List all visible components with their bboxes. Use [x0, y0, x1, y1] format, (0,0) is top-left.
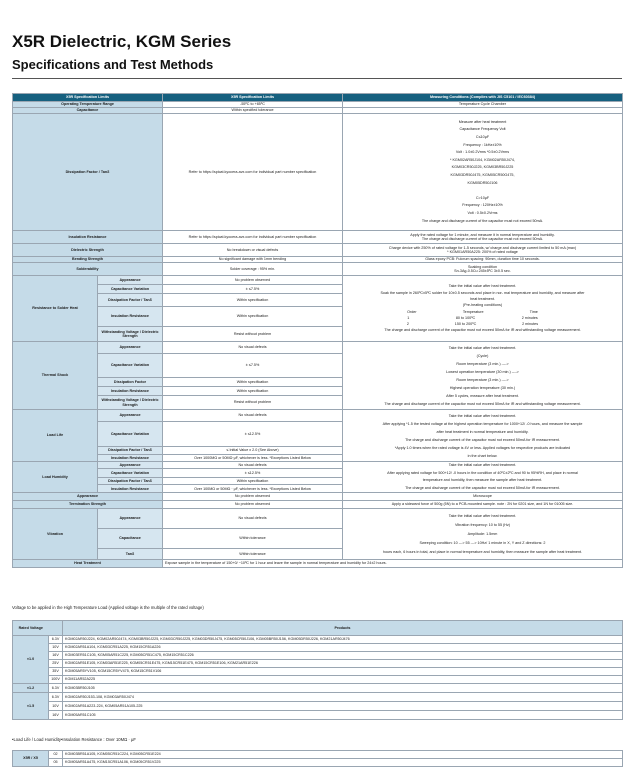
- sub-spec: ± ≤12.5%: [163, 469, 343, 478]
- row-label: Solderability: [13, 263, 163, 276]
- cond-line: Charge device with 250% of rated voltage for 1-5 seconds, w/ charge and discharge current limited to 50 mA (max): [388, 245, 577, 250]
- cond-line: KGM05DR50J106: [467, 180, 498, 185]
- sub-spec: ± ≤7.5%: [163, 354, 343, 378]
- sub-spec: No visual defects: [163, 410, 343, 422]
- sub-label: Capacitance Variation: [98, 354, 163, 378]
- preheat-cell: 1: [407, 315, 410, 320]
- sub-label: Insulation Resistance: [98, 455, 163, 462]
- cond-line: The charge and discharge current of the capacitor must not exceed 50mA.: [421, 218, 544, 223]
- preheat-cell: 2 minutes: [521, 315, 538, 320]
- row-heat-treatment: [13, 560, 623, 568]
- cond-line: Room temperature (3 min.) ---->: [456, 377, 509, 382]
- cond-line: Room temperature (3 min.) ---->: [456, 361, 509, 366]
- row-spec: Refer to https://spicat.kyocera-avx.com for individual part number specification: [163, 231, 343, 244]
- cond-line: Take the initial value after heat treatment.: [448, 284, 517, 289]
- sub-label: Appearance: [98, 509, 163, 529]
- cond-line: The charge and discharge current of the capacitor must not exceed 50mA for IR and withstanding voltage measurement.: [384, 328, 581, 333]
- sub-spec: ≤ Initial Value x 2.0 (See Above): [163, 447, 343, 455]
- cond-line: *Apply 1.0 times when the rated voltage is 4V or less. Applied voltages for respective products are indicated: [394, 445, 571, 450]
- preheat-cell: 80 to 100ºC: [455, 315, 476, 320]
- exception-code: 05: [49, 759, 63, 767]
- row-spec: Solder coverage : 95% min.: [163, 263, 343, 276]
- exception-label: X5R / X5: [13, 751, 49, 767]
- cond-line: KGM03DR50J475, KGM05CR50G475,: [450, 173, 515, 177]
- cond-line: C>10μF: [475, 195, 490, 200]
- sub-spec: Within specification: [163, 387, 343, 396]
- row-cond: [343, 231, 623, 244]
- preheat-cell: 2: [406, 322, 409, 327]
- cond-line: C≤10μF: [475, 135, 490, 140]
- preheat-col: Temperature: [462, 309, 484, 314]
- rated-header-spacer: [49, 621, 63, 636]
- preheat-col: Order: [407, 309, 417, 314]
- sub-spec: Within specification: [163, 294, 343, 307]
- sub-label: Appearance: [98, 276, 163, 285]
- cond-line: After applying rated voltage for 500+12/ -0 hours in the condition of 40ºC±2ºC and 90 to 95%RH, and place in normal: [387, 470, 578, 475]
- rated-products: KGM05AR5YV105, KGM15CR5YV475, KGM15CR51V106: [63, 668, 623, 676]
- sub-label: Capacitance: [98, 529, 163, 549]
- row-spec: No significant damage with 1mm bending: [163, 257, 343, 263]
- rated-products: KGM05AR51C105: [63, 711, 623, 720]
- row-label: Termination Strength: [13, 501, 163, 509]
- row-spec: No problem observed: [163, 493, 343, 501]
- cond-line: Vibration frequency: 10 to 55 (Hz): [454, 522, 511, 527]
- sub-spec: Within tolerance: [163, 549, 343, 560]
- rated-header-voltage: Rated Voltage: [13, 621, 49, 636]
- row-cond: [343, 263, 623, 276]
- sub-spec: Within specification: [163, 307, 343, 327]
- note-applied-voltage: Voltage to be applied in the High Temperature Load (Applied voltage is the multiple of the rated voltage): [12, 605, 204, 610]
- rated-voltage: 10V: [49, 702, 63, 711]
- rated-row: [13, 668, 623, 676]
- cond-line: after heat treatment in normal temperature and humidity.: [436, 429, 529, 434]
- row-spec: No breakdown or visual defects: [163, 244, 343, 257]
- row-insulation: [13, 231, 623, 244]
- sub-spec: No visual defects: [163, 462, 343, 469]
- cond-line: After 5 cycles, measure after heat treatment.: [446, 393, 519, 398]
- sub-spec: Over 1000MΩ or 50MΩ·μF, whichever is less. *Exceptions Listed Below: [163, 455, 343, 462]
- row-label: Operating Temperature Range: [13, 102, 163, 108]
- row-vibration-appearance: [13, 509, 623, 529]
- rated-table-header: [13, 621, 623, 636]
- page-subtitle: Specifications and Test Methods: [12, 57, 214, 72]
- row-thermal-appearance: [13, 342, 623, 354]
- group-label: Load Life: [13, 410, 98, 462]
- cond-line: The charge and discharge current of the capacitor must not exceed 50mA for IR measurement.: [405, 485, 560, 490]
- row-label: Dielectric Strength: [13, 244, 163, 257]
- sub-spec: Within specification: [163, 478, 343, 485]
- sub-label: Capacitance Variation: [98, 469, 163, 478]
- row-cond: [343, 114, 623, 231]
- rated-row: [13, 693, 623, 702]
- row-load-life-appearance: [13, 410, 623, 422]
- cond-line: (Pre-heating conditions): [462, 303, 503, 308]
- cond-line: hours each, 6 hours in total, and place in normal temperature and humidity, then measure the sample after heat treatment.: [382, 549, 583, 554]
- rated-multiplier: ×1.5: [13, 693, 49, 720]
- rated-row: [13, 636, 623, 644]
- row-dissipation: [13, 114, 623, 231]
- rated-voltage-table: [12, 620, 623, 720]
- exception-row: [13, 759, 623, 767]
- cond-line: The charge and discharge current of the capacitor must not exceed 50mA.: [421, 237, 544, 241]
- exception-products: KGM05AR51A475, KGM15CR51A106, KGM05CR51V225: [63, 759, 623, 767]
- sub-label: Insulation Resistance: [98, 485, 163, 493]
- rated-products: KGM03ER51C105, KGM05AR51C225, KGM05CR51C475, KGM15CR51C226: [63, 652, 623, 660]
- row-spec: Refer to https://spicat.kyocera-avx.com for individual part number specification: [163, 114, 343, 231]
- header-col-1: X5R Specification Limits: [13, 94, 163, 102]
- sub-spec: Resist without problem: [163, 396, 343, 410]
- exception-code: 02: [49, 751, 63, 759]
- cond-line: Highest operation temperature (30 min.): [449, 385, 516, 390]
- row-solder-heat-appearance: [13, 276, 623, 285]
- sub-spec: ± ≤12.5%: [163, 422, 343, 447]
- sub-spec: No problem observed: [163, 276, 343, 285]
- rated-voltage: 100V: [49, 676, 63, 684]
- cond-line: in the chart below.: [467, 453, 498, 458]
- sub-spec: Over 100MΩ or 50MΩ · μF, whichever is less. *Exceptions Listed Below: [163, 485, 343, 493]
- rated-products: KGM02AR50J153-108, KGM03AR50J474: [63, 693, 623, 702]
- rated-voltage: 6.3V: [49, 693, 63, 702]
- rated-voltage: 16V: [49, 652, 63, 660]
- page-title: X5R Dielectric, KGM Series: [12, 32, 232, 51]
- rated-products: KGM02AR50J224, KGM02AR50J474, KGM03BR50J225, KGM03CR50J225, KGM03DR50J475, KGM05CR50J106, KGM05BR50J156, KGM05DR50J226, KGM21AR50J476: [63, 636, 623, 644]
- rated-products: KGM03BR50J105: [63, 684, 623, 693]
- row-dielectric: [13, 244, 623, 257]
- sub-label: Appearance: [98, 410, 163, 422]
- cond-line: * KGM01AR50A225: 200% of rated voltage: [447, 250, 518, 254]
- cond-line: Measure after heat treatment: [458, 119, 507, 124]
- sub-spec: No visual defects: [163, 342, 343, 354]
- rated-voltage: 10V: [49, 644, 63, 652]
- row-cond: Microscope: [343, 493, 623, 501]
- group-label: Thermal Shock: [13, 342, 98, 410]
- cond-line: Soaking condition: [467, 264, 498, 269]
- rated-voltage: 6.3V: [49, 684, 63, 693]
- preheat-cell: 2 minutes: [522, 322, 539, 327]
- rated-voltage: 35V: [49, 668, 63, 676]
- spec-table-header: [13, 94, 623, 102]
- sub-label: Dissipation Factor / Tanδ: [98, 294, 163, 307]
- row-spec: No problem observed: [163, 501, 343, 509]
- cond-line: Take the initial value after heat treatment.: [448, 463, 517, 467]
- row-label: Insulation Resistance: [13, 231, 163, 244]
- cond-line: Apply the rated voltage for 1 minute, and measure it in normal temperature and humidity.: [410, 232, 555, 237]
- sub-label: Withstanding Voltage / Dielectric Strength: [98, 396, 163, 410]
- rated-row: [13, 711, 623, 720]
- rated-multiplier: ×1.2: [13, 684, 49, 693]
- row-load-humidity-appearance: [13, 462, 623, 469]
- sub-label: Dissipation Factor / Tanδ: [98, 447, 163, 455]
- cond-line: Amplitude: 1.5mm: [467, 531, 498, 536]
- row-label: Bending Strength: [13, 257, 163, 263]
- cond-line: Volt : 0.5±0.2Vrms: [467, 210, 498, 215]
- sub-label: Insulation Resistance: [98, 307, 163, 327]
- row-label: Dissipation Factor / Tanδ: [13, 114, 163, 231]
- sub-spec: ± ≤7.5%: [163, 285, 343, 294]
- row-solderability: [13, 263, 623, 276]
- sub-label: Dissipation Factor / Tanδ: [98, 478, 163, 485]
- sub-spec: Resist without problem: [163, 327, 343, 342]
- cond-line: (Cycle): [476, 353, 489, 358]
- row-label: Capacitance: [13, 108, 163, 114]
- row-cond: [343, 462, 623, 493]
- sub-spec: Within tolerance: [163, 529, 343, 549]
- rated-products: KGM02AR51E105, KGM03AR51E225, KGM05CR51E475, KGM15CR51E475, KGM15CR51E106, KGM21AR51E226: [63, 660, 623, 668]
- cond-line: After applying *1.5 the tested voltage at the highest operation temperature for 1000+12/ -0 hours, and measure the sample: [382, 421, 583, 426]
- spec-table: [12, 93, 623, 568]
- sub-label: Capacitance Variation: [98, 422, 163, 447]
- rated-row: [13, 660, 623, 668]
- cond-line: The charge and discharge current of the capacitor must not exceed 50mA for IR and withstanding voltage measurement.: [384, 401, 581, 406]
- rated-multiplier: ×1.0: [13, 636, 49, 684]
- cond-line: heat treatment.: [470, 296, 495, 301]
- sub-spec: No visual defects: [163, 509, 343, 529]
- cond-line: Volt : 1.0±0.2Vrms *0.5±0.2Vrms: [455, 150, 510, 155]
- row-cond: Apply a sideward force of 500g (5N) to a PCB-mounted sample. note : 2N for 0201 size, and 1N for 01005 size.: [343, 501, 623, 509]
- row-cond: [343, 244, 623, 257]
- rated-row: [13, 676, 623, 684]
- row-label: Appearance: [13, 493, 163, 501]
- exception-table: [12, 750, 623, 767]
- row-cond: [343, 276, 623, 342]
- row-spec: Within specified tolerance: [163, 108, 343, 114]
- cond-line: Sweeping condition: 10 ---> 55 ---> 10Hz/ 1 minute in X, Y and Z directions: 2: [419, 540, 546, 545]
- note-load-ir: •Load Life / Load Humidity•Insulation Resistance : Over 10MΩ · μF: [12, 737, 136, 742]
- group-label: Vibration: [13, 509, 98, 560]
- header-col-3: Measuring Conditions (Complies with JIS C5101 / IEC60384): [343, 94, 623, 102]
- group-label: Load Humidity: [13, 462, 98, 493]
- exception-products: KGM03BR51A105, KGM05CR51C224, KGM05CR51E224: [63, 751, 623, 759]
- sub-label: Capacitance Variation: [98, 285, 163, 294]
- cond-line: * KGM02AR50J104, KGM02AR50J474,: [450, 157, 515, 162]
- sub-label: Tanδ: [98, 549, 163, 560]
- preheat-cell: 150 to 200ºC: [454, 322, 477, 327]
- cond-line: Capacitance Frequency Volt: [459, 127, 506, 132]
- rated-voltage: 6.3V: [49, 636, 63, 644]
- cond-line: Frequency : 120Hz±10%: [462, 203, 503, 208]
- cond-line: Take the initial value after heat treatment.: [448, 413, 517, 418]
- cond-line: Take the initial value after heat treatment.: [448, 345, 517, 350]
- rated-row: [13, 702, 623, 711]
- rated-voltage: 25V: [49, 660, 63, 668]
- sub-label: Insulation Resistance: [98, 387, 163, 396]
- cond-line: [344, 187, 621, 195]
- cond-line: Soak the sample in 260ºC±5ºC solder for 10±0.5 seconds and place in nor- mal temperature and humidity, and measure after: [380, 290, 585, 295]
- rated-header-products: Products: [63, 621, 623, 636]
- cond-line: temperature and humidity, then measure the sample after heat treatment.: [422, 478, 543, 482]
- group-label: Resistance to Solder Heat: [13, 276, 98, 342]
- header-col-2: X5R Specification Limits: [163, 94, 343, 102]
- cond-line: The charge and discharge current of the capacitor must not exceed 50mA for IR measurement.: [405, 437, 560, 442]
- row-cond: Temperature Cycle Chamber: [343, 102, 623, 108]
- title-divider: [12, 78, 622, 79]
- rated-voltage: 16V: [49, 711, 63, 720]
- sub-label: Appearance: [98, 462, 163, 469]
- sub-label: Dissipation Factor: [98, 378, 163, 387]
- cond-line: Frequency : 1kHz±10%: [463, 142, 502, 147]
- row-cond: Glass epoxy PCB: Fulcrum spacing: 90mm, duration time 10 seconds.: [343, 257, 623, 263]
- rated-row: [13, 684, 623, 693]
- cond-line: KGM03CR50J225, KGM03BR50J225: [451, 165, 514, 170]
- rated-products: KGM11AR52A225: [63, 676, 623, 684]
- row-spec: -55ºC to +85ºC: [163, 102, 343, 108]
- cond-line: Sn-3Ag-0.5Cu 245±5ºC 3±0.5 sec.: [454, 269, 511, 273]
- row-appearance: [13, 493, 623, 501]
- rated-products: KGM02AR51A223-224, KGM05AR51A105-225: [63, 702, 623, 711]
- exception-row: [13, 751, 623, 759]
- row-cond: [343, 509, 623, 560]
- row-termination: [13, 501, 623, 509]
- sub-spec: Within specification: [163, 378, 343, 387]
- cond-line: Lowest operation temperature (30 min.) ---->: [446, 369, 519, 374]
- sub-label: Appearance: [98, 342, 163, 354]
- rated-products: KGM02AR51A104, KGM03CR51A225, KGM15CR51A226: [63, 644, 623, 652]
- rated-row: [13, 652, 623, 660]
- row-cond: Expose sample in the temperature of 150+0/ −10ºC for 1 hour and leave the sample in normal temperature and humidity for 24±2 hours.: [163, 560, 623, 568]
- row-cond: [343, 410, 623, 462]
- sub-label: Withstanding Voltage / Dielectric Strength: [98, 327, 163, 342]
- rated-row: [13, 644, 623, 652]
- row-cond: [343, 342, 623, 410]
- preheat-col: Time: [529, 309, 538, 314]
- row-label: Heat Treatment: [13, 560, 163, 568]
- cond-line: Take the initial value after heat treatment.: [448, 513, 517, 518]
